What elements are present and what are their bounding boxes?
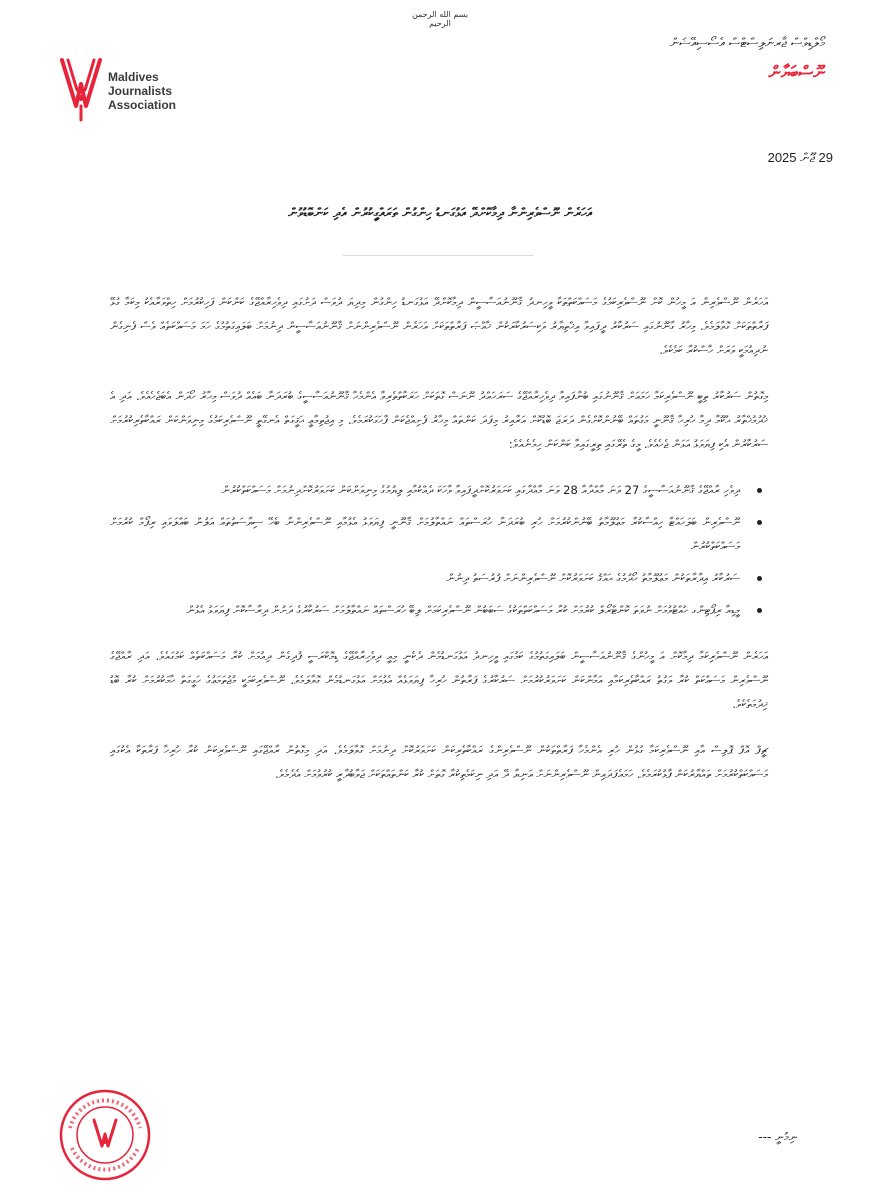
list-item: މީޑިއާ ރިޕޯޓިންގ ހުއްޓުވުމަށް ނުވަތަ ކޮންޓްރޯލް ކުރުމަށް ކުރާ މަސައްކަތްތަކުގެ ސަބަބުން ނޫސްވެރިކަމަށް ލިބޭ ހުރަސްތައް ނައްތާލުމަށް ސަރުކާރުގެ ދަށުން ދިރާސާކޮށް ފިޔަވަޅު އެޅުން xyxy=(110,598,740,622)
signoff: ނިމުނީ --- xyxy=(758,1130,797,1144)
mja-seal xyxy=(58,1088,152,1182)
list-item: ސަރުކާރު އިދާރާތަކުން މަޢުލޫމާތު ހޯދުމުގެ ޙައްޤު ކަށަވަރުކޮށް ނޫސްވެރިންނަށް ފުރުސަތު ދިނުން xyxy=(110,566,740,590)
letterhead xyxy=(525,36,825,83)
paragraph: ޗީފް އޮފް ޕޮލިސް އާއި ނޫސްވެރިކަމާ ގުޅުން ހުރި އެންމެހާ ފަރާތްތަކުން ނޫސްވެރިންގެ ރައްކާތެރިކަން ކަށަވަރުކޮށް ދިނުމަށް ގޮވާލަމެވެ. އަދި މިގޮތުން ރާއްޖޭގައި ނޫސްވެރިކަން ކުރާ ހުރިހާ ފަރާތަކާ އެކުގައި މަސައްކަތްކުރުމަށް ތައްޔާރުކަން ފާޅުކުރަމެވެ. ހަމައެފަދައިން ނޫސްވެރިންނަށް އަނިޔާ ދޭ އަދި ނިކަމެތިކުރާ ގޮތަށް ކުރާ ކަންތައްތަކަށް ޖަވާބުދާރީ ކުރުވުމަށް އެދެމެވެ. xyxy=(110,743,768,781)
paragraph: އަހަރެން ނޫސްވެރިން އަ މީހުން ކޮށް ނޫސްވެރިކަމުގެ މަސައްކަތްތަކާ ވީހިނދު ޤާނޫނުއަސާސީން ދިމާކޮށްދޭ އަޅުގަނޑު ހިންގުން މިދިޔަ ދުވަސް ދަށުގައި ދިވެހިރާއްޖޭގެ ކަންކަން ފަހިކުރުމަށް ހިތްވަރާއެކު މިކަމާ ގުޅޭ ފަރާތްތަކަށް ގޮވާލަމެވެ. މިހާރު ގާނޫނުގައި ސަރުކާރު ދީފައިވާ އިޚްތިޔާރު ވަކިސަރުކާރަކުން ޚާއްޞަ ފަރާތްތަކަށް އަހަރެން ނޫސްވެރިންނަށް ޤާނޫނުއަސާސީން ދިނުމަށް ބަލައިގަތުމުގެ ހަމަ މަސައްކަތެއް ވެސް ފެނިގެން ނުދިއުމަކީ ވަރަށް ހާސްކުރާ ކަމެކެވެ. xyxy=(110,295,768,357)
list-item: ދިވެހި ރާއްޖޭގެ ޤާނޫނުއަސާސީގެ 27 ވަނަ މާއްދާއާ 28 ވަނަ މާއްދާގައި ކަށަވަރުކޮށްދީފައިވާ ވާހަކަ ދެއްކުމާއި ލިޔުމުގެ މިނިވަންކަން ކަށަވަރުކޮށްދިނުމަށް މަސައްކަތްކުރުން xyxy=(110,478,740,502)
logo-line-2: Journalists xyxy=(108,84,173,98)
logo-wordmark xyxy=(108,70,198,112)
logo-line-1: Maldives xyxy=(108,70,159,84)
document-date: 29 ޖޫން 2025 xyxy=(767,150,833,165)
paragraph: އަހަރެން ނޫސްވެރިކަމާ ދިމާކޮށް އަ މީހުންގެ ޤާނޫނުއަސާސީން ބަލައިގަތުމުގެ ކަމުގައި ވީހިނދު އަޅުގަނޑުމެން ދެކެނީ މިއީ ދިވެހިރާއްޖޭގެ ޑިމޮކްރަސީ ފުދިގެން ދިއުމަށް ކުރާ މަސައްކަތެއް ކަމުގައެވެ. އަދި ރާއްޖޭގެ ނޫސްވެރިން މަސައްކަތް ކުރާ ވަގުތު ރައްކާތެރިކަމާއި އަމާންކަން ކަށަވަރުކުރުމަށް ސަރުކާރުގެ ފަރާތުން ހުރިހާ ފިޔަވަޅެއް އެޅުމަށް އަޅުގަނޑުމެން ގޮވާލަމެވެ. ނޫސްވެރިކަމަކީ މުޖުތަމަޢުގެ ހަގީގަތް ހާމަކުރުމަށް ކުރާ ބޮޑު ޚިދުމަތެކެވެ. xyxy=(110,649,768,711)
mja-logo xyxy=(58,48,198,132)
bullet-list xyxy=(110,478,768,622)
title-divider xyxy=(343,255,533,256)
document-type: ނޫސްބަޔާން xyxy=(768,63,825,83)
mja-logo-icon xyxy=(58,54,104,124)
paragraph: މިގޮތުން ސަރުކާރު ތިބީ ނޫސްވެރިކަމާ ހަމައަށް ޤާނޫނުގައި ބުނާފައިވާ ދިވެހިރާއްޖޭގެ ސަރަހައްދު ނޫނަސް ގޮތަކަށް ހަރަކާތްތެރިވާ އެންމެހާ ޤާނޫނުއަސާސީގެ ބުރަދަނާ ބައެއް ދުވަސް މިހާރު ހޯދަން އެބަޖެހެއެވެ. އަދި އެ ޚުދުމުޚްތާރު ޙުކޫމާ ދިމާ ހުރިހާ ޤާނޫނީ މަގުތައް ބޭނުންކޮށްގެން ދަރަޖަ ބޮޑުކޮށް އަރާއިރު މިފަދަ ކަންތައް މިހާރު ފެށިއްޖެކަން ފާހަގަކުރަމެވެ. މި އިޖުތިމާޢީ ޙަޤީގަތް އެނގޭތީ ނޫސްވެރިކަމުގެ މިނިވަންކަން ރައްކާތެރިކުރުމަށް ސަރުކާރުން އެކި ފިޔަވަޅު އަޅަން ޖެހެއެވެ. މީގެ ތެރޭގައި ތިރީގައިވާ ކަންކަން ހިމެނެއެވެ: xyxy=(110,389,768,451)
logo-line-3: Association xyxy=(108,98,177,112)
document-title: އަހަރެން ނޫސްވެރިންނާ ދިމާކޮށްދޭ އަޅުގަނޑު ހިންގުން ތަރައްގީކުރުން އެދި ކަންބޮޑުވުން xyxy=(288,206,592,221)
bismillah: بسم الله الرحمن الرحيم xyxy=(411,10,469,28)
mja-seal-icon xyxy=(58,1088,152,1182)
document-body xyxy=(110,290,768,808)
org-name: މޯލްޑިވްސް ޖާރނަލިސްޓްސް އެސޯސިއޭޝަން xyxy=(669,36,825,51)
list-item: ނޫސްވެރިން ބަލަހައްޓާ ހިއްސާކުރާ މަޢުލޫމާތު ބޭނުންކުރުމަށް ހުރި ބުރަދަނާ ހުރަސްތައް ނައްތާލުމަށް ޤާނޫނީ ފިޔަވަޅު އެޅުމާއި ނޫސްވެރިންނާ ބެހޭ ސިޔާސަތުތައް އަލުން ބައްލަވައި ރިފޯމް ކުރުމަށް މަސައްކަތްކުރުން xyxy=(110,510,740,558)
